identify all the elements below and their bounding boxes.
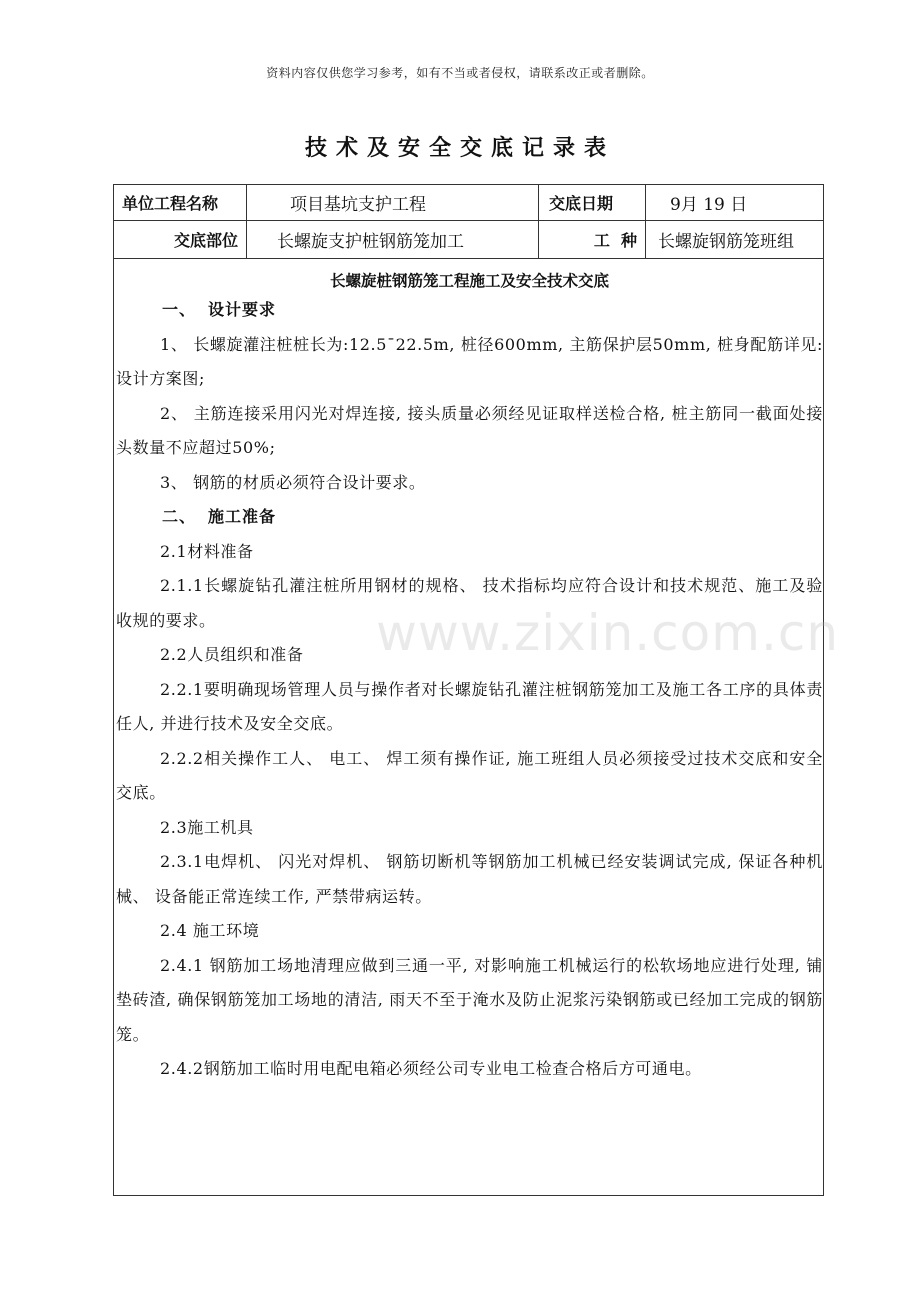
- unit-project-label: 单位工程名称: [114, 185, 247, 220]
- table-row-project: [114, 185, 823, 221]
- paragraph-2-4-1: 2.4.1 钢筋加工场地清理应做到三通一平, 对影响施工机械运行的松软场地应进行处理, 铺垫砖渣, 确保钢筋笼加工场地的清洁, 雨天不至于淹水及防止泥浆污染钢筋或已经加工完成的钢筋笼。: [116, 955, 823, 1044]
- unit-project-value: 项目基坑支护工程: [247, 185, 539, 220]
- section-heading-design: [116, 293, 823, 328]
- subsection-environment: 2.4 施工环境: [160, 921, 260, 940]
- handover-date-label: 交底日期: [539, 185, 646, 220]
- table-row-location: [114, 221, 823, 259]
- section-number: 一、: [162, 300, 197, 319]
- document-title: 技术及安全交底记录表: [304, 136, 615, 161]
- subsection-machinery: 2.3施工机具: [160, 817, 254, 837]
- design-item-2: 2、 主筋连接采用闪光对焊连接, 接头质量必须经见证取样送检合格, 桩主筋同一截面处接头数量不应超过50%;: [116, 403, 823, 457]
- handover-location-label: 交底部位: [114, 221, 247, 258]
- paragraph-2-4-2: 2.4.2钢筋加工临时用电配电箱必须经公司专业电工检查合格后方可通电。: [160, 1059, 702, 1078]
- paragraph-2-3-1: 2.3.1电焊机、 闪光对焊机、 钢筋切断机等钢筋加工机械已经安装调试完成, 保证各种机械、 设备能正常连续工作, 严禁带病运转。: [116, 852, 823, 906]
- watermark: www.zixin.com.cn: [376, 604, 840, 662]
- subsection-personnel: 2.2人员组织和准备: [160, 645, 304, 664]
- section-title: 施工准备: [208, 507, 277, 526]
- work-type-value: 长螺旋钢筋笼班组: [658, 232, 794, 252]
- section-title: 设计要求: [208, 300, 277, 319]
- paragraph-2-2-1: 2.2.1要明确现场管理人员与操作者对长螺旋钻孔灌注桩钢筋笼加工及施工各工序的具体责任人, 并进行技术及安全交底。: [116, 679, 823, 733]
- section-number: 二、: [162, 507, 197, 526]
- subsection-materials: 2.1材料准备: [160, 541, 254, 561]
- disclaimer-text: 资料内容仅供您学习参考，如有不当或者侵权，请联系改正或者删除。: [266, 66, 654, 80]
- paragraph-2-1-1: 2.1.1长螺旋钻孔灌注桩所用钢材的规格、 技术指标均应符合设计和技术规范、施工及验收规的要求。: [116, 576, 823, 630]
- handover-location-value: 长螺旋支护桩钢筋笼加工: [247, 221, 539, 258]
- content-subtitle: 长螺旋桩钢筋笼工程施工及安全技术交底: [329, 272, 609, 290]
- design-item-3: 3、 钢筋的材质必须符合设计要求。: [160, 472, 426, 492]
- section-heading-preparation: [116, 500, 823, 535]
- design-item-1: 1、 长螺旋灌注桩桩长为:12.5¯22.5m, 桩径600mm, 主筋保护层50mm, 桩身配筋详见: 设计方案图;: [116, 334, 823, 388]
- handover-content: [114, 259, 823, 1087]
- handover-date-value: 9月 19 日: [670, 195, 748, 215]
- work-type-label: 工 种: [539, 221, 646, 258]
- record-table: [113, 184, 824, 1196]
- paragraph-2-2-2: 2.2.2相关操作工人、 电工、 焊工须有操作证, 施工班组人员必须接受过技术交底和安全交底。: [116, 748, 823, 802]
